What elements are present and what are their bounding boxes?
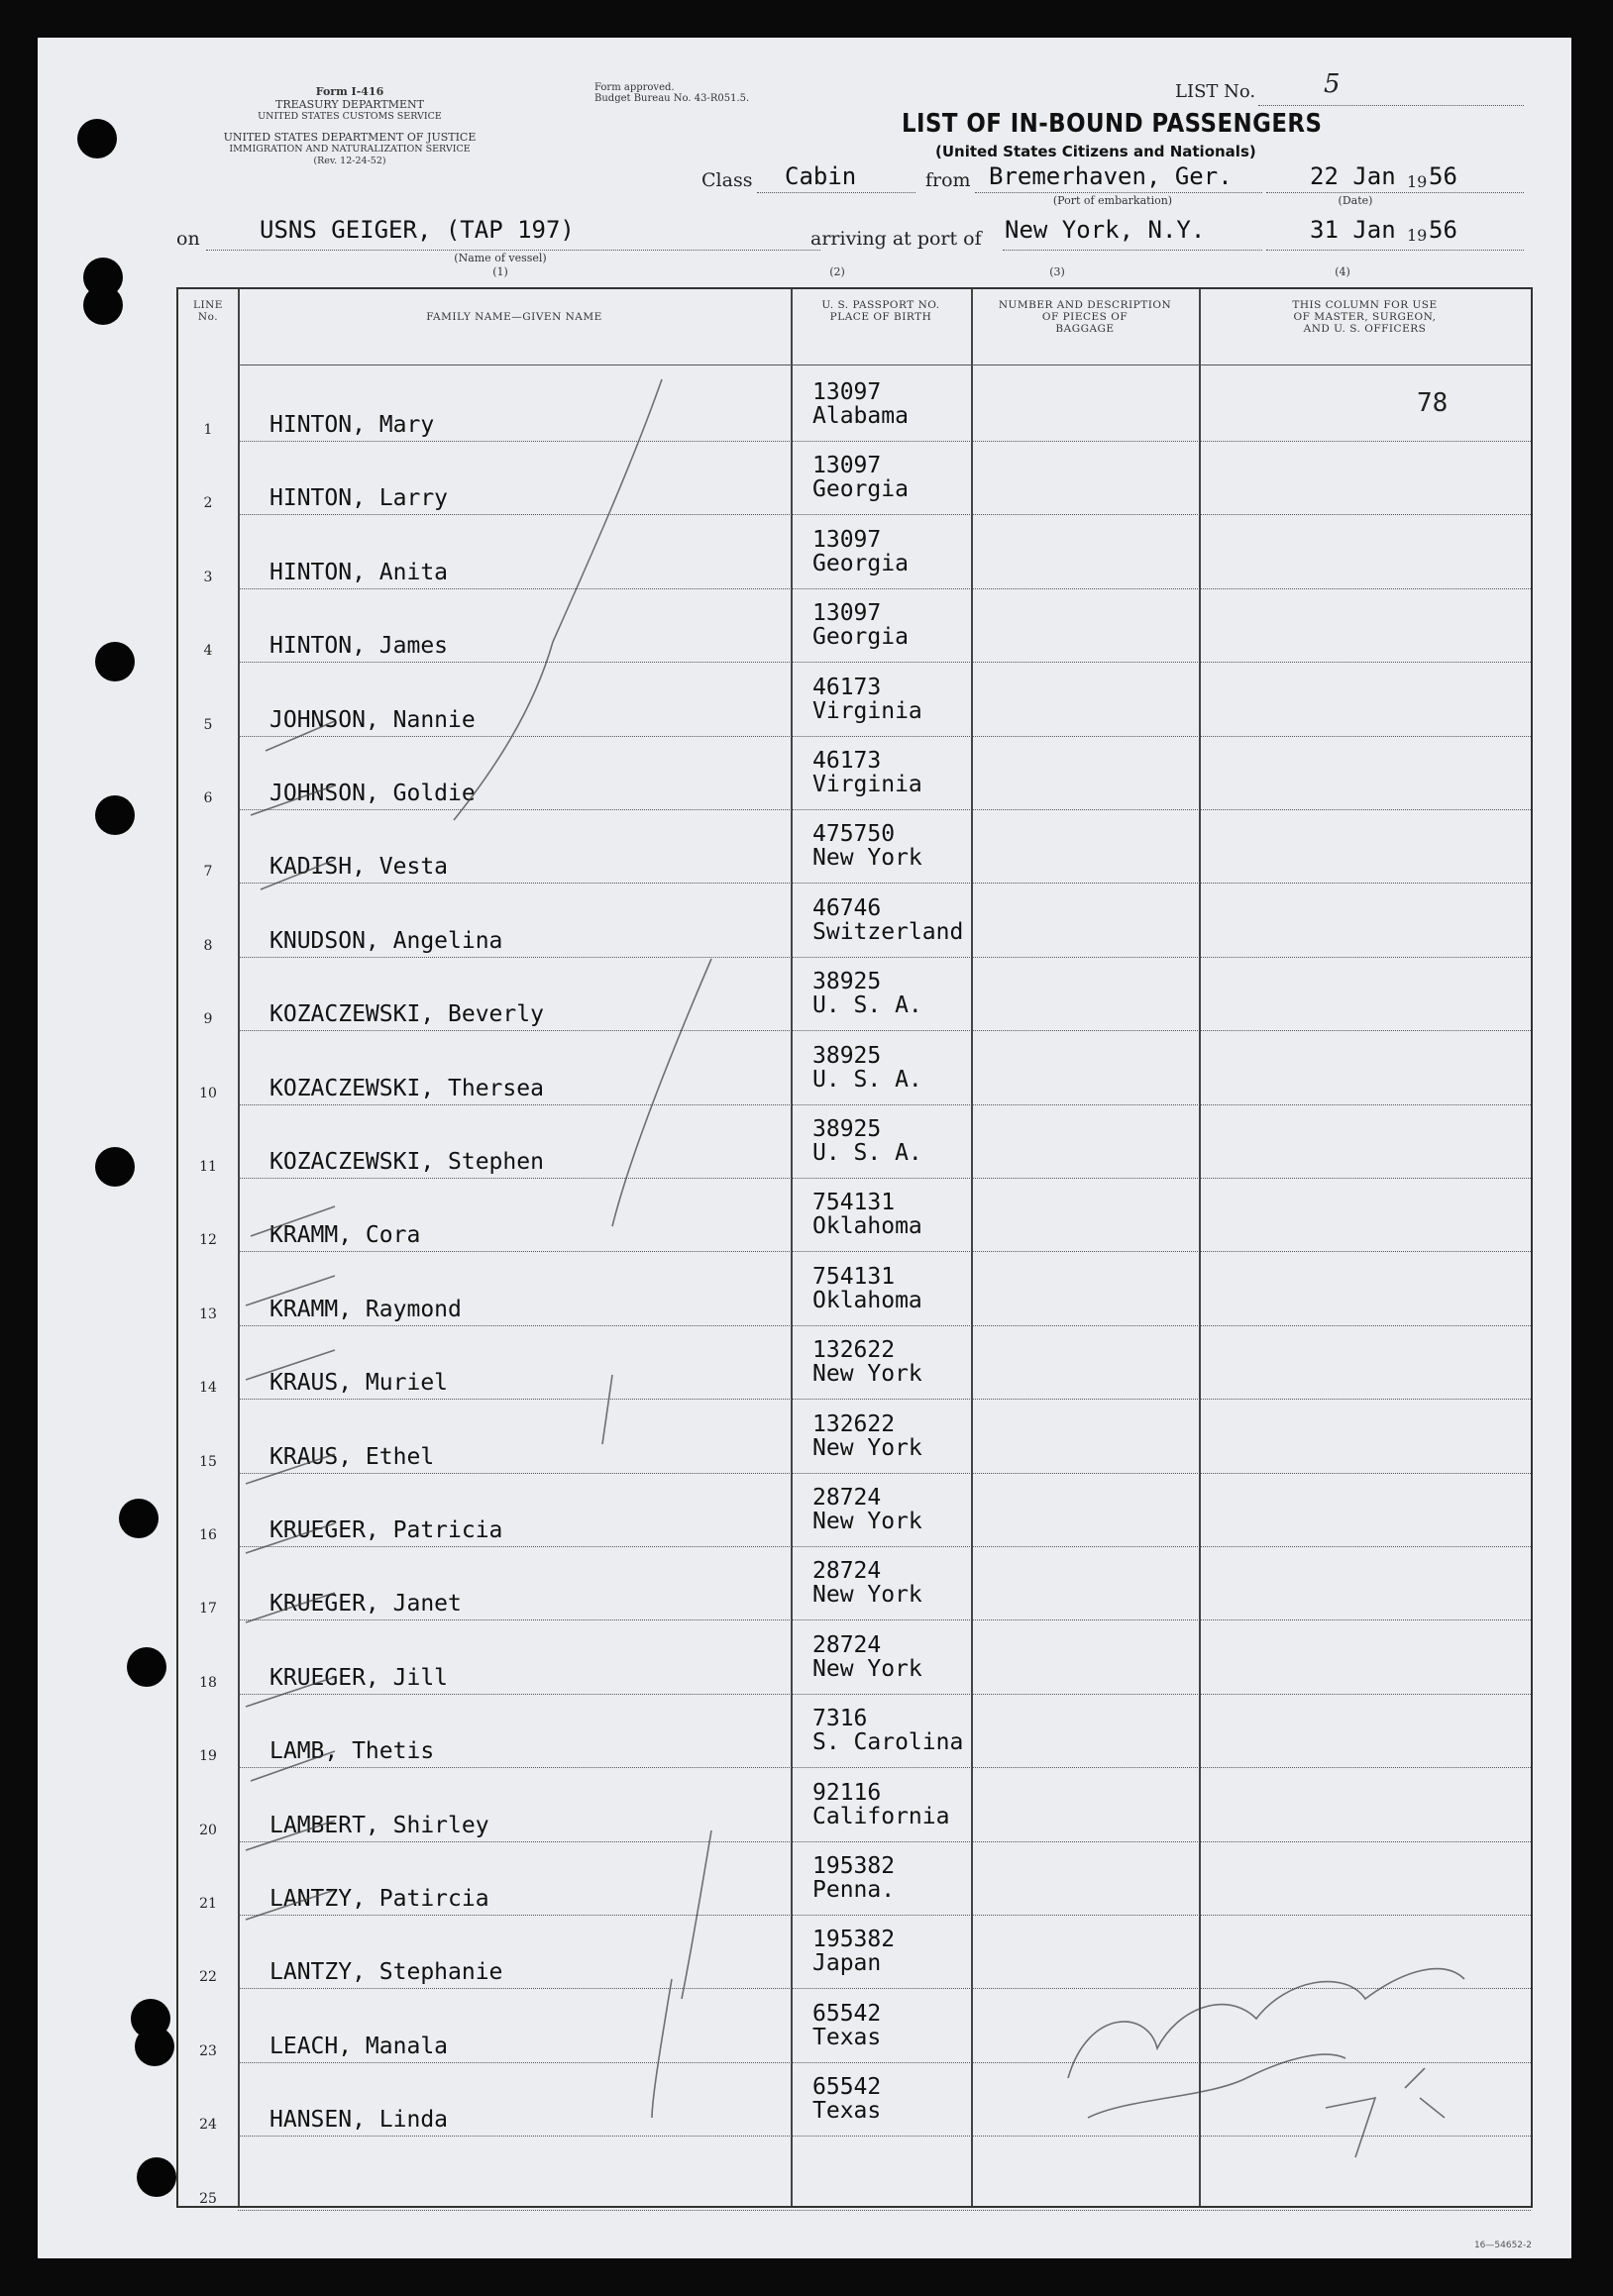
table-row [178, 442, 1531, 515]
table-row [178, 1032, 1531, 1105]
table-row [178, 2063, 1531, 2137]
passport-number: 754131 [812, 1263, 896, 1290]
col-caption-4: (4) [1335, 265, 1350, 278]
passenger-name: KRAMM, Cora [269, 1222, 421, 1249]
place-of-birth: New York [812, 1582, 922, 1609]
line-number: 18 [199, 1674, 217, 1691]
port-line [1003, 250, 1262, 251]
table-row [178, 1621, 1531, 1695]
punch-hole [95, 642, 135, 681]
col-caption-2: (2) [829, 265, 845, 278]
table-row [178, 1842, 1531, 1916]
punch-hole [137, 2157, 176, 2197]
place-of-birth: Texas [812, 2098, 882, 2125]
table-row [178, 1253, 1531, 1326]
passenger-name: KRAUS, Muriel [269, 1370, 449, 1397]
place-of-birth: Georgia [812, 624, 909, 651]
line-number: 11 [199, 1159, 217, 1175]
table-row [178, 1547, 1531, 1620]
col-header-baggage: NUMBER AND DESCRIPTION OF PIECES OF BAGGAGE [998, 299, 1172, 335]
passport-number: 38925 [812, 969, 882, 995]
document-title: LIST OF IN-BOUND PASSENGERS [902, 109, 1323, 139]
passenger-name: KOZACZEWSKI, Beverly [269, 1001, 544, 1028]
passenger-name: JOHNSON, Goldie [269, 781, 476, 806]
table-row [178, 737, 1531, 810]
col-caption-3: (3) [1049, 265, 1065, 278]
line-number: 6 [203, 790, 213, 806]
punch-hole [95, 1147, 135, 1187]
line-number: 23 [199, 2042, 217, 2059]
line-number: 14 [199, 1380, 217, 1397]
date1-year-prefix: 19 [1407, 172, 1428, 191]
table-row [178, 1769, 1531, 1842]
table-row [178, 2138, 1531, 2211]
passport-number: 13097 [812, 600, 882, 627]
from-value: Bremerhaven, Ger. [989, 162, 1233, 190]
passenger-name: KRUEGER, Patricia [269, 1517, 503, 1543]
col-caption-1: (1) [492, 265, 508, 278]
passenger-list-sheet [38, 38, 1571, 2258]
line-number: 13 [199, 1305, 217, 1322]
date2-year-prefix: 19 [1407, 226, 1428, 245]
officer-note: 78 [1417, 388, 1449, 418]
passport-number: 195382 [812, 1853, 896, 1879]
place-of-birth: Virginia [812, 772, 922, 797]
passenger-name: KOZACZEWSKI, Stephen [269, 1149, 544, 1175]
passport-number: 13097 [812, 379, 882, 405]
punch-hole [119, 1499, 159, 1538]
place-of-birth: S. Carolina [812, 1729, 964, 1756]
passenger-name: KRAUS, Ethel [269, 1443, 435, 1470]
class-line [757, 192, 915, 193]
row-rule [238, 2210, 1531, 2211]
list-number-label: LIST No. [1175, 81, 1256, 102]
date2-year: 56 [1429, 216, 1457, 244]
place-of-birth: U. S. A. [812, 1140, 922, 1166]
table-row [178, 885, 1531, 958]
list-number-line [1258, 105, 1524, 106]
table-row [178, 1179, 1531, 1252]
table-row [178, 1326, 1531, 1400]
line-number: 22 [199, 1969, 217, 1986]
document-subtitle: (United States Citizens and Nationals) [935, 143, 1256, 160]
passport-number: 132622 [812, 1337, 896, 1364]
date2-value: 31 Jan [1310, 216, 1396, 244]
place-of-birth: Georgia [812, 550, 909, 576]
place-of-birth: Virginia [812, 697, 922, 724]
date-caption: (Date) [1338, 194, 1373, 207]
passenger-name: LEACH, Manala [269, 2033, 449, 2059]
place-of-birth: Japan [812, 1950, 882, 1977]
on-label: on [176, 228, 200, 250]
passport-number: 38925 [812, 1042, 882, 1069]
punch-hole [95, 795, 135, 835]
passport-number: 92116 [812, 1779, 882, 1806]
line-number: 19 [199, 1748, 217, 1765]
list-number-value: 5 [1324, 69, 1341, 99]
line-number: 21 [199, 1896, 217, 1912]
passenger-name: HINTON, Larry [269, 485, 449, 512]
from-label: from [925, 169, 971, 191]
date1-line [1266, 192, 1524, 193]
place-of-birth: Oklahoma [812, 1213, 922, 1240]
passport-number: 195382 [812, 1927, 896, 1953]
place-of-birth: Penna. [812, 1877, 896, 1903]
place-of-birth: California [812, 1803, 950, 1829]
date1-year: 56 [1429, 162, 1457, 190]
passport-number: 65542 [812, 2074, 882, 2101]
passport-number: 13097 [812, 526, 882, 553]
table-row [178, 1990, 1531, 2063]
vessel-line [206, 250, 820, 251]
passenger-name: HINTON, James [269, 633, 449, 660]
passenger-name: KNUDSON, Angelina [269, 927, 503, 954]
passenger-name: KRUEGER, Janet [269, 1591, 462, 1618]
class-label: Class [701, 169, 753, 191]
line-number: 3 [203, 569, 213, 585]
passport-number: 475750 [812, 821, 896, 848]
table-row [178, 810, 1531, 884]
place-of-birth: U. S. A. [812, 992, 922, 1019]
budget-bureau: Budget Bureau No. 43-R051.5. [594, 93, 750, 104]
passport-number: 38925 [812, 1116, 882, 1142]
passenger-table [176, 287, 1533, 2208]
table-row [178, 1474, 1531, 1547]
place-of-birth: Oklahoma [812, 1287, 922, 1313]
col-header-line: LINE No. [193, 299, 223, 323]
from-line [975, 192, 1262, 193]
footer-code: 16—54652-2 [1473, 2241, 1532, 2250]
line-number: 7 [203, 864, 213, 881]
passenger-name: LAMB, Thetis [269, 1738, 435, 1765]
table-row [178, 664, 1531, 737]
place-of-birth: Georgia [812, 476, 909, 503]
passport-number: 28724 [812, 1631, 882, 1658]
col-header-name: FAMILY NAME—GIVEN NAME [426, 311, 602, 323]
customs-service: UNITED STATES CUSTOMS SERVICE [258, 111, 442, 122]
port-value: New York, N.Y. [1005, 216, 1206, 244]
passport-number: 132622 [812, 1410, 896, 1437]
passenger-name: KADISH, Vesta [269, 854, 449, 881]
line-number: 17 [199, 1601, 217, 1618]
place-of-birth: Switzerland [812, 918, 964, 945]
col-header-passport: U. S. PASSPORT NO. PLACE OF BIRTH [821, 299, 940, 323]
place-of-birth: U. S. A. [812, 1066, 922, 1093]
line-number: 24 [199, 2117, 217, 2134]
place-of-birth: New York [812, 1361, 922, 1388]
punch-hole [127, 1647, 166, 1687]
passport-number: 65542 [812, 2000, 882, 2027]
form-approved: Form approved. [594, 82, 675, 93]
table-row [178, 1105, 1531, 1179]
immigration-service: IMMIGRATION AND NATURALIZATION SERVICE [229, 144, 471, 155]
date1-value: 22 Jan [1310, 162, 1396, 190]
revision: (Rev. 12-24-52) [313, 156, 386, 166]
date2-line [1266, 250, 1524, 251]
passport-number: 28724 [812, 1558, 882, 1585]
place-of-birth: New York [812, 1655, 922, 1682]
arriving-label: arriving at port of [810, 228, 982, 250]
line-number: 25 [199, 2190, 217, 2207]
table-row [178, 589, 1531, 663]
passenger-name: KRUEGER, Jill [269, 1664, 449, 1691]
passenger-name: LANTZY, Patircia [269, 1886, 489, 1912]
line-number: 16 [199, 1527, 217, 1543]
line-number: 5 [203, 716, 213, 733]
passenger-name: KOZACZEWSKI, Thersea [269, 1075, 544, 1101]
line-number: 20 [199, 1822, 217, 1838]
place-of-birth: New York [812, 1434, 922, 1461]
passport-number: 46173 [812, 674, 882, 700]
line-number: 15 [199, 1453, 217, 1470]
line-number: 2 [203, 495, 213, 512]
passenger-name: HINTON, Mary [269, 412, 435, 438]
passenger-name: KRAMM, Raymond [269, 1296, 462, 1322]
table-row [178, 368, 1531, 442]
line-number: 4 [203, 643, 213, 660]
place-of-birth: New York [812, 1509, 922, 1534]
passenger-name: LAMBERT, Shirley [269, 1812, 489, 1838]
punch-hole [83, 285, 123, 325]
punch-hole [135, 2027, 174, 2066]
passenger-name: HANSEN, Linda [269, 2107, 449, 2134]
place-of-birth: Alabama [812, 403, 909, 429]
passenger-name: LANTZY, Stephanie [269, 1959, 503, 1986]
line-number: 8 [203, 937, 213, 954]
passport-number: 28724 [812, 1485, 882, 1511]
passport-number: 46746 [812, 894, 882, 921]
passport-number: 46173 [812, 748, 882, 774]
table-row [178, 1401, 1531, 1474]
passenger-name: HINTON, Anita [269, 559, 449, 585]
port-embarkation-caption: (Port of embarkation) [1052, 194, 1173, 207]
table-row [178, 1916, 1531, 1989]
vessel-caption: (Name of vessel) [454, 252, 547, 264]
justice-dept: UNITED STATES DEPARTMENT OF JUSTICE [223, 131, 477, 144]
line-number: 1 [203, 422, 213, 438]
passport-number: 754131 [812, 1190, 896, 1216]
table-row [178, 1695, 1531, 1768]
passport-number: 13097 [812, 453, 882, 479]
place-of-birth: Texas [812, 2024, 882, 2050]
passport-number: 7316 [812, 1706, 868, 1732]
form-number: Form I-416 [315, 85, 384, 98]
col-header-officers: THIS COLUMN FOR USE OF MASTER, SURGEON, AND U. S. OFFICERS [1292, 299, 1438, 335]
line-number: 9 [203, 1011, 213, 1028]
treasury-dept: TREASURY DEPARTMENT [275, 98, 424, 111]
line-number: 10 [199, 1085, 217, 1101]
table-row [178, 516, 1531, 589]
vessel-value: USNS GEIGER, (TAP 197) [260, 216, 575, 244]
place-of-birth: New York [812, 845, 922, 872]
punch-hole [77, 119, 117, 158]
table-row [178, 958, 1531, 1031]
class-value: Cabin [785, 162, 857, 190]
passenger-name: JOHNSON, Nannie [269, 706, 476, 733]
line-number: 12 [199, 1232, 217, 1249]
